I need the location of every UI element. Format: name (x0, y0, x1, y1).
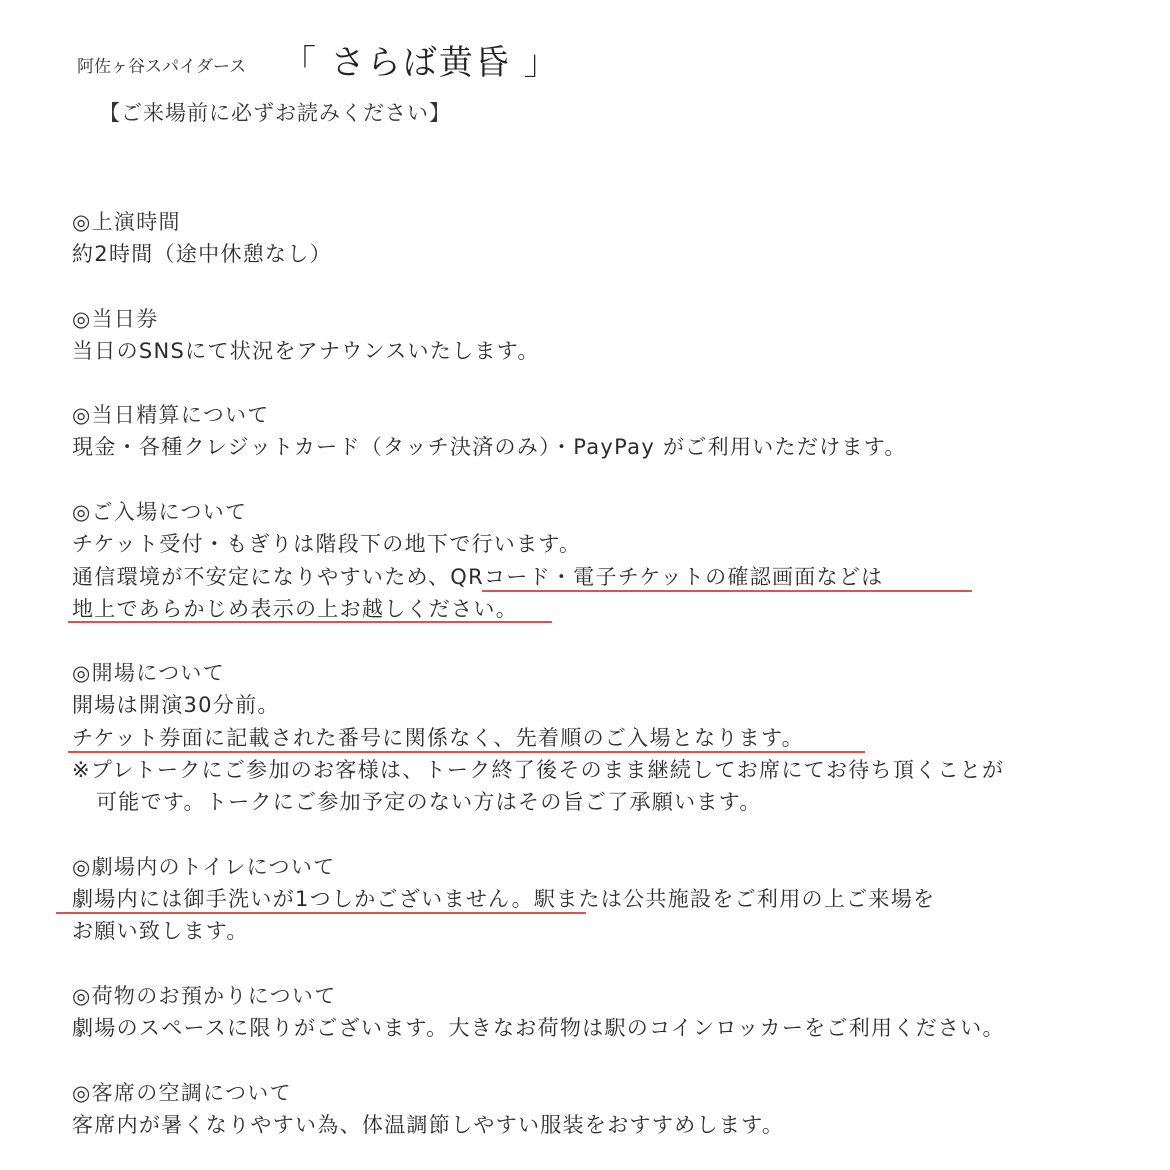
entry-underline-1 (482, 590, 972, 592)
opening-note-line-1: ※プレトークにご参加のお客様は、トーク終了後そのまま継続してお席にてお待ち頂くことが (72, 758, 1005, 782)
section-heading-luggage: ◎荷物のお預かりについて (72, 984, 337, 1008)
section-heading-toilet: ◎劇場内のトイレについて (72, 855, 336, 879)
opening-underline (68, 751, 865, 753)
toilet-underline (56, 912, 586, 914)
company-name: 阿佐ヶ谷スパイダース (77, 57, 247, 77)
section-heading-same-day: ◎当日券 (72, 307, 159, 331)
toilet-text-line-2: お願い致します。 (72, 919, 249, 943)
entry-text-line-2: 通信環境が不安定になりやすいため、QRコード・電子チケットの確認画面などは (72, 565, 884, 589)
entry-text-line-1: チケット受付・もぎりは階段下の地下で行います。 (72, 532, 582, 556)
same-day-text: 当日のSNSにて状況をアナウンスいたします。 (72, 339, 540, 363)
page-title: 「 さらば黄昏 」 (282, 43, 560, 83)
section-heading-entry: ◎ご入場について (72, 500, 248, 524)
toilet-text-line-1: 劇場内には御手洗いが1つしかございません。駅または公共施設をご利用の上ご来場を (72, 887, 936, 911)
section-heading-aircon: ◎客席の空調について (72, 1081, 292, 1105)
payment-text: 現金・各種クレジットカード（タッチ決済のみ）・PayPay がご利用いただけます。 (72, 435, 907, 459)
section-heading-runtime: ◎上演時間 (72, 210, 181, 234)
aircon-text: 客席内が暑くなりやすい為、体温調節しやすい服装をおすすめします。 (72, 1113, 785, 1137)
opening-note-line-2: 可能です。トークにご参加予定のない方はその旨ご了承願います。 (96, 790, 762, 814)
opening-text-line-2: チケット券面に記載された番号に関係なく、先着順のご入場となります。 (72, 726, 804, 750)
notice-subtitle: 【ご来場前に必ずお読みください】 (99, 101, 451, 125)
entry-underline-2 (68, 621, 552, 623)
opening-text-line-1: 開場は開演30分前。 (72, 693, 280, 717)
runtime-text: 約2時間（途中休憩なし） (72, 242, 332, 266)
section-heading-opening: ◎開場について (72, 661, 226, 685)
luggage-text: 劇場のスペースに限りがございます。大きなお荷物は駅のコインロッカーをご利用ください。 (72, 1016, 1005, 1040)
entry-text-line-3: 地上であらかじめ表示の上お越しください。 (72, 597, 518, 621)
section-heading-payment: ◎当日精算について (72, 403, 270, 427)
